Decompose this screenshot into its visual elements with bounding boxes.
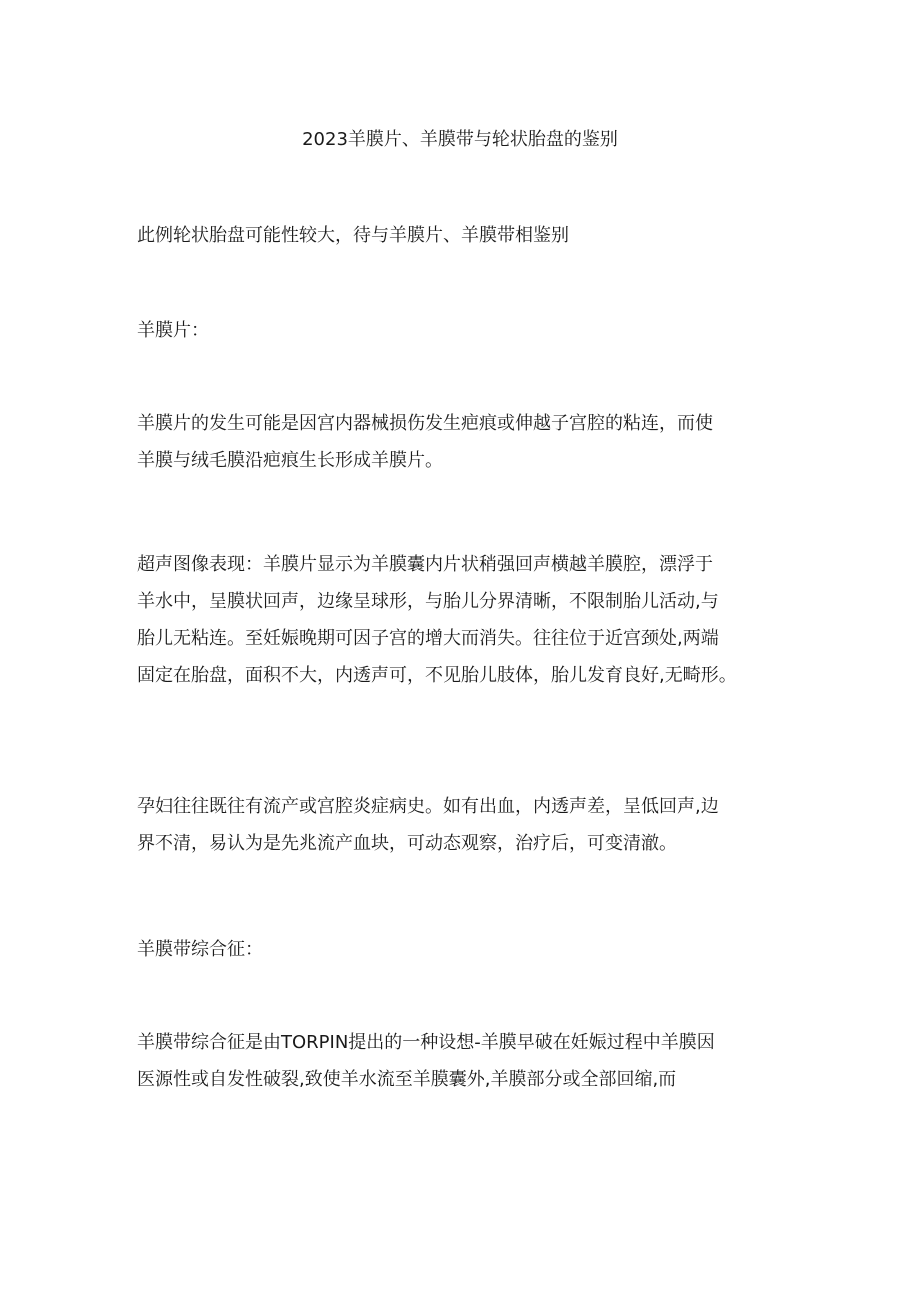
paragraph-ultrasound-findings: 超声图像表现：羊膜片显示为羊膜囊内片状稍强回声横越羊膜腔，漂浮于 羊水中，呈膜状回声，边缘呈球形，与胎儿分界清晰，不限制胎儿活动,与 胎儿无粘连。至妊娠晚期可因子宫的增大而消失。往往位于近宫颈处,两端 固定在胎盘，面积不大，内透声可，不见胎儿肢体，胎儿发育良好,无畸形。 xyxy=(137,554,737,686)
heading-amniotic-band-syndrome: 羊膜带综合征： xyxy=(137,939,263,960)
heading-amniotic-sheet: 羊膜片： xyxy=(137,320,209,341)
paragraph-history: 孕妇往往既往有流产或宫腔炎症病史。如有出血，内透声差，呈低回声,边 界不清，易认为是先兆流产血块，可动态观察，治疗后，可变清澈。 xyxy=(137,796,719,854)
paragraph-intro: 此例轮状胎盘可能性较大，待与羊膜片、羊膜带相鉴别 xyxy=(137,225,569,246)
paragraph-amniotic-band-syndrome: 羊膜带综合征是由TORPIN提出的一种设想-羊膜早破在妊娠过程中羊膜因 医源性或自发性破裂,致使羊水流至羊膜囊外,羊膜部分或全部回缩,而 xyxy=(137,1032,715,1090)
document-title: 2023羊膜片、羊膜带与轮状胎盘的鉴别 xyxy=(302,129,618,150)
paragraph-amniotic-sheet-cause: 羊膜片的发生可能是因宫内器械损伤发生疤痕或伸越子宫腔的粘连，而使 羊膜与绒毛膜沿疤痕生长形成羊膜片。 xyxy=(137,413,713,471)
